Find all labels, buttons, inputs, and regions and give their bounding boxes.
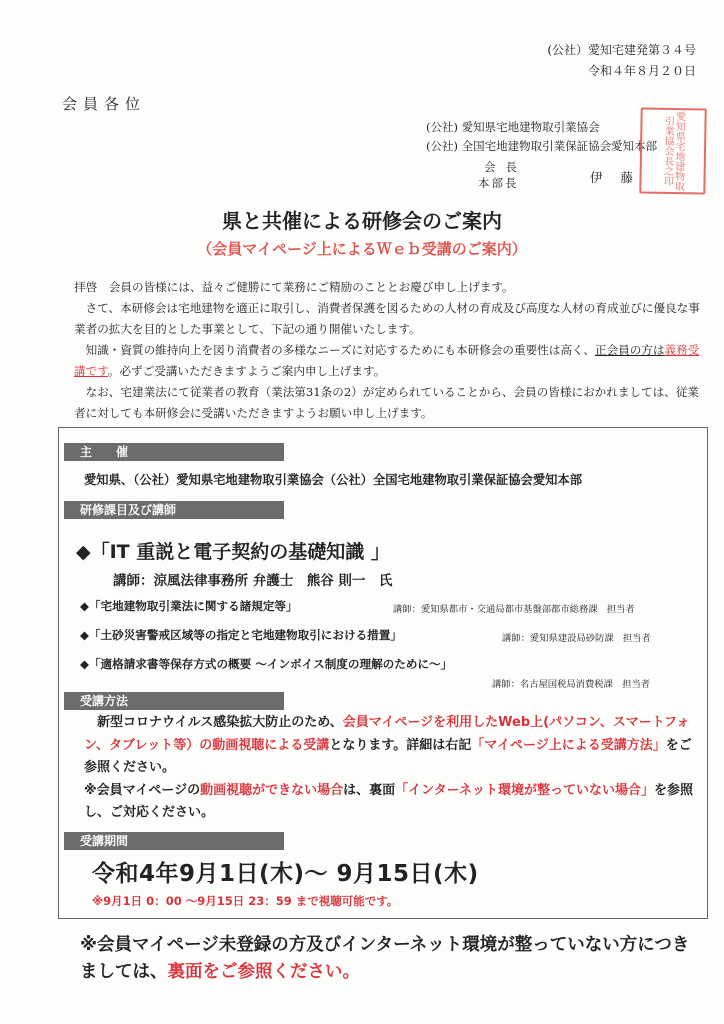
issuer-title-1: 会長 bbox=[484, 160, 527, 174]
section-header-period: 受講期間 bbox=[64, 832, 284, 850]
bottom-note-red: 裏面をご参照ください。 bbox=[167, 962, 360, 982]
method-text-2e: を参照し、ご対応ください。 bbox=[84, 782, 694, 820]
method-text-1b: 会員マイページを利用したWeb上(パソコン、スマートフォン、タブレット等）の動画視聴による受講 bbox=[84, 715, 690, 753]
page-subtitle: （会員マイページ上によるＷｅｂ受講のご案内） bbox=[197, 240, 527, 258]
course-item-2-instructor: 講師：愛知県建設局砂防課 担当者 bbox=[502, 633, 651, 644]
body-paragraph-2: さて、本研修会は宅地建物を適正に取引し、消費者保護を図るための人材の育成及び高度な人材の育成並びに優良な事業者の拡大を目的とした事業として、下記の通り開催いたします。 bbox=[74, 301, 700, 336]
body-paragraph-3b: 。必ずご受講いただきますようご案内申し上げます。 bbox=[107, 364, 386, 378]
period-date: 令和4年9月1日(木)～ 9月15日(木) bbox=[92, 861, 479, 887]
body-paragraph-1: 拝啓 会員の皆様には、益々ご健勝にて業務にご精励のこととお慶び申し上げます。 bbox=[74, 280, 514, 294]
bottom-note-text: ※会員マイページ未登録の方及びインターネット環境が整っていない方につきましては、 bbox=[80, 935, 690, 982]
period-note: ※9月1日 0：00 ～9月15日 23：59 まで視聴可能です。 bbox=[92, 894, 399, 908]
method-text-2b: 動画視聴ができない場合 bbox=[200, 782, 344, 798]
method-text-1a: 新型コロナウイルス感染拡大防止のため、 bbox=[97, 715, 343, 730]
body-underline-1: 正会員の方は bbox=[594, 343, 665, 357]
course-item-3-instructor: 講師：名古屋国税局消費税課 担当者 bbox=[492, 679, 651, 690]
addressee: 会員各位 bbox=[62, 95, 147, 113]
issuer-org-2: (公社) 全国宅地建物取引業保証協会愛知本部 bbox=[426, 139, 658, 153]
body-underline-2: 義務受講です bbox=[74, 343, 700, 378]
body-text bbox=[74, 277, 704, 424]
method-text-1e: をご参照ください。 bbox=[84, 737, 692, 775]
document-number: (公社）愛知宅建発第３４号 bbox=[547, 43, 696, 57]
document-number-block bbox=[547, 40, 696, 82]
method-paragraph-2 bbox=[84, 780, 694, 825]
method-text-1c: となります。詳細は右記 bbox=[329, 737, 472, 753]
body-paragraph-4: なお、宅建業法にて従業者の教育（業法第31条の2）が定められていることから、会員の皆様におかれましては、従業者に対しても本研修会に受講いただきますようお願い申し上げます。 bbox=[74, 385, 700, 420]
course-item-3-title: ◆「適格請求書等保存方式の概要 ～インボイス制度の理解のために～」 bbox=[80, 657, 453, 671]
main-lecture-title: ◆「IT 重説と電子契約の基礎知識 」 bbox=[76, 541, 390, 563]
signer-name: 伊藤 bbox=[590, 170, 652, 185]
course-item-1-instructor: 講師：愛知県都市・交通局都市基盤部都市総務課 担当者 bbox=[393, 604, 635, 615]
issuer-titles bbox=[478, 159, 527, 191]
section-header-host: 主 催 bbox=[64, 443, 284, 461]
method-text-2d: 「インターネット環境が整っていない場合」 bbox=[395, 782, 654, 798]
course-item-1-title: ◆「宅地建物取引業法に関する諸規定等」 bbox=[80, 599, 298, 613]
document-date: 令和４年８月２０日 bbox=[587, 64, 696, 78]
bottom-note bbox=[80, 932, 700, 986]
issuer-title-2: 本部長 bbox=[478, 176, 519, 190]
method-text-2c: は、裏面 bbox=[343, 782, 396, 798]
main-lecturer: 講師：涼風法律事務所 弁護士 熊谷 則一 氏 bbox=[113, 573, 393, 589]
official-seal-stamp: 愛知県宅地建物取引業協会長之印 bbox=[639, 107, 706, 194]
section-header-method: 受講方法 bbox=[64, 692, 284, 710]
method-paragraph-1 bbox=[84, 712, 694, 780]
body-paragraph-3a: 知識・資質の維持向上を図り消費者の多様なニーズに対応するためにも本研修会の重要性は高く、 bbox=[85, 343, 595, 357]
course-item-2-title: ◆「土砂災害警戒区域等の指定と宅地建物取引における措置」 bbox=[80, 628, 402, 642]
method-text bbox=[84, 712, 694, 825]
body-paragraph-3 bbox=[74, 340, 704, 382]
host-text: 愛知県、（公社）愛知県宅地建物取引業協会（公社）全国宅地建物取引業保証協会愛知本部 bbox=[84, 473, 583, 487]
section-header-courses: 研修課目及び講師 bbox=[64, 501, 284, 519]
method-text-1d: 「マイページ上による受講方法」 bbox=[471, 737, 666, 753]
method-text-2a: ※会員マイページの bbox=[84, 782, 201, 798]
issuer-block bbox=[426, 118, 657, 156]
page-title: 県と共催による研修会のご案内 bbox=[222, 209, 502, 233]
issuer-org-1: (公社) 愛知県宅地建物取引業協会 bbox=[426, 120, 600, 134]
